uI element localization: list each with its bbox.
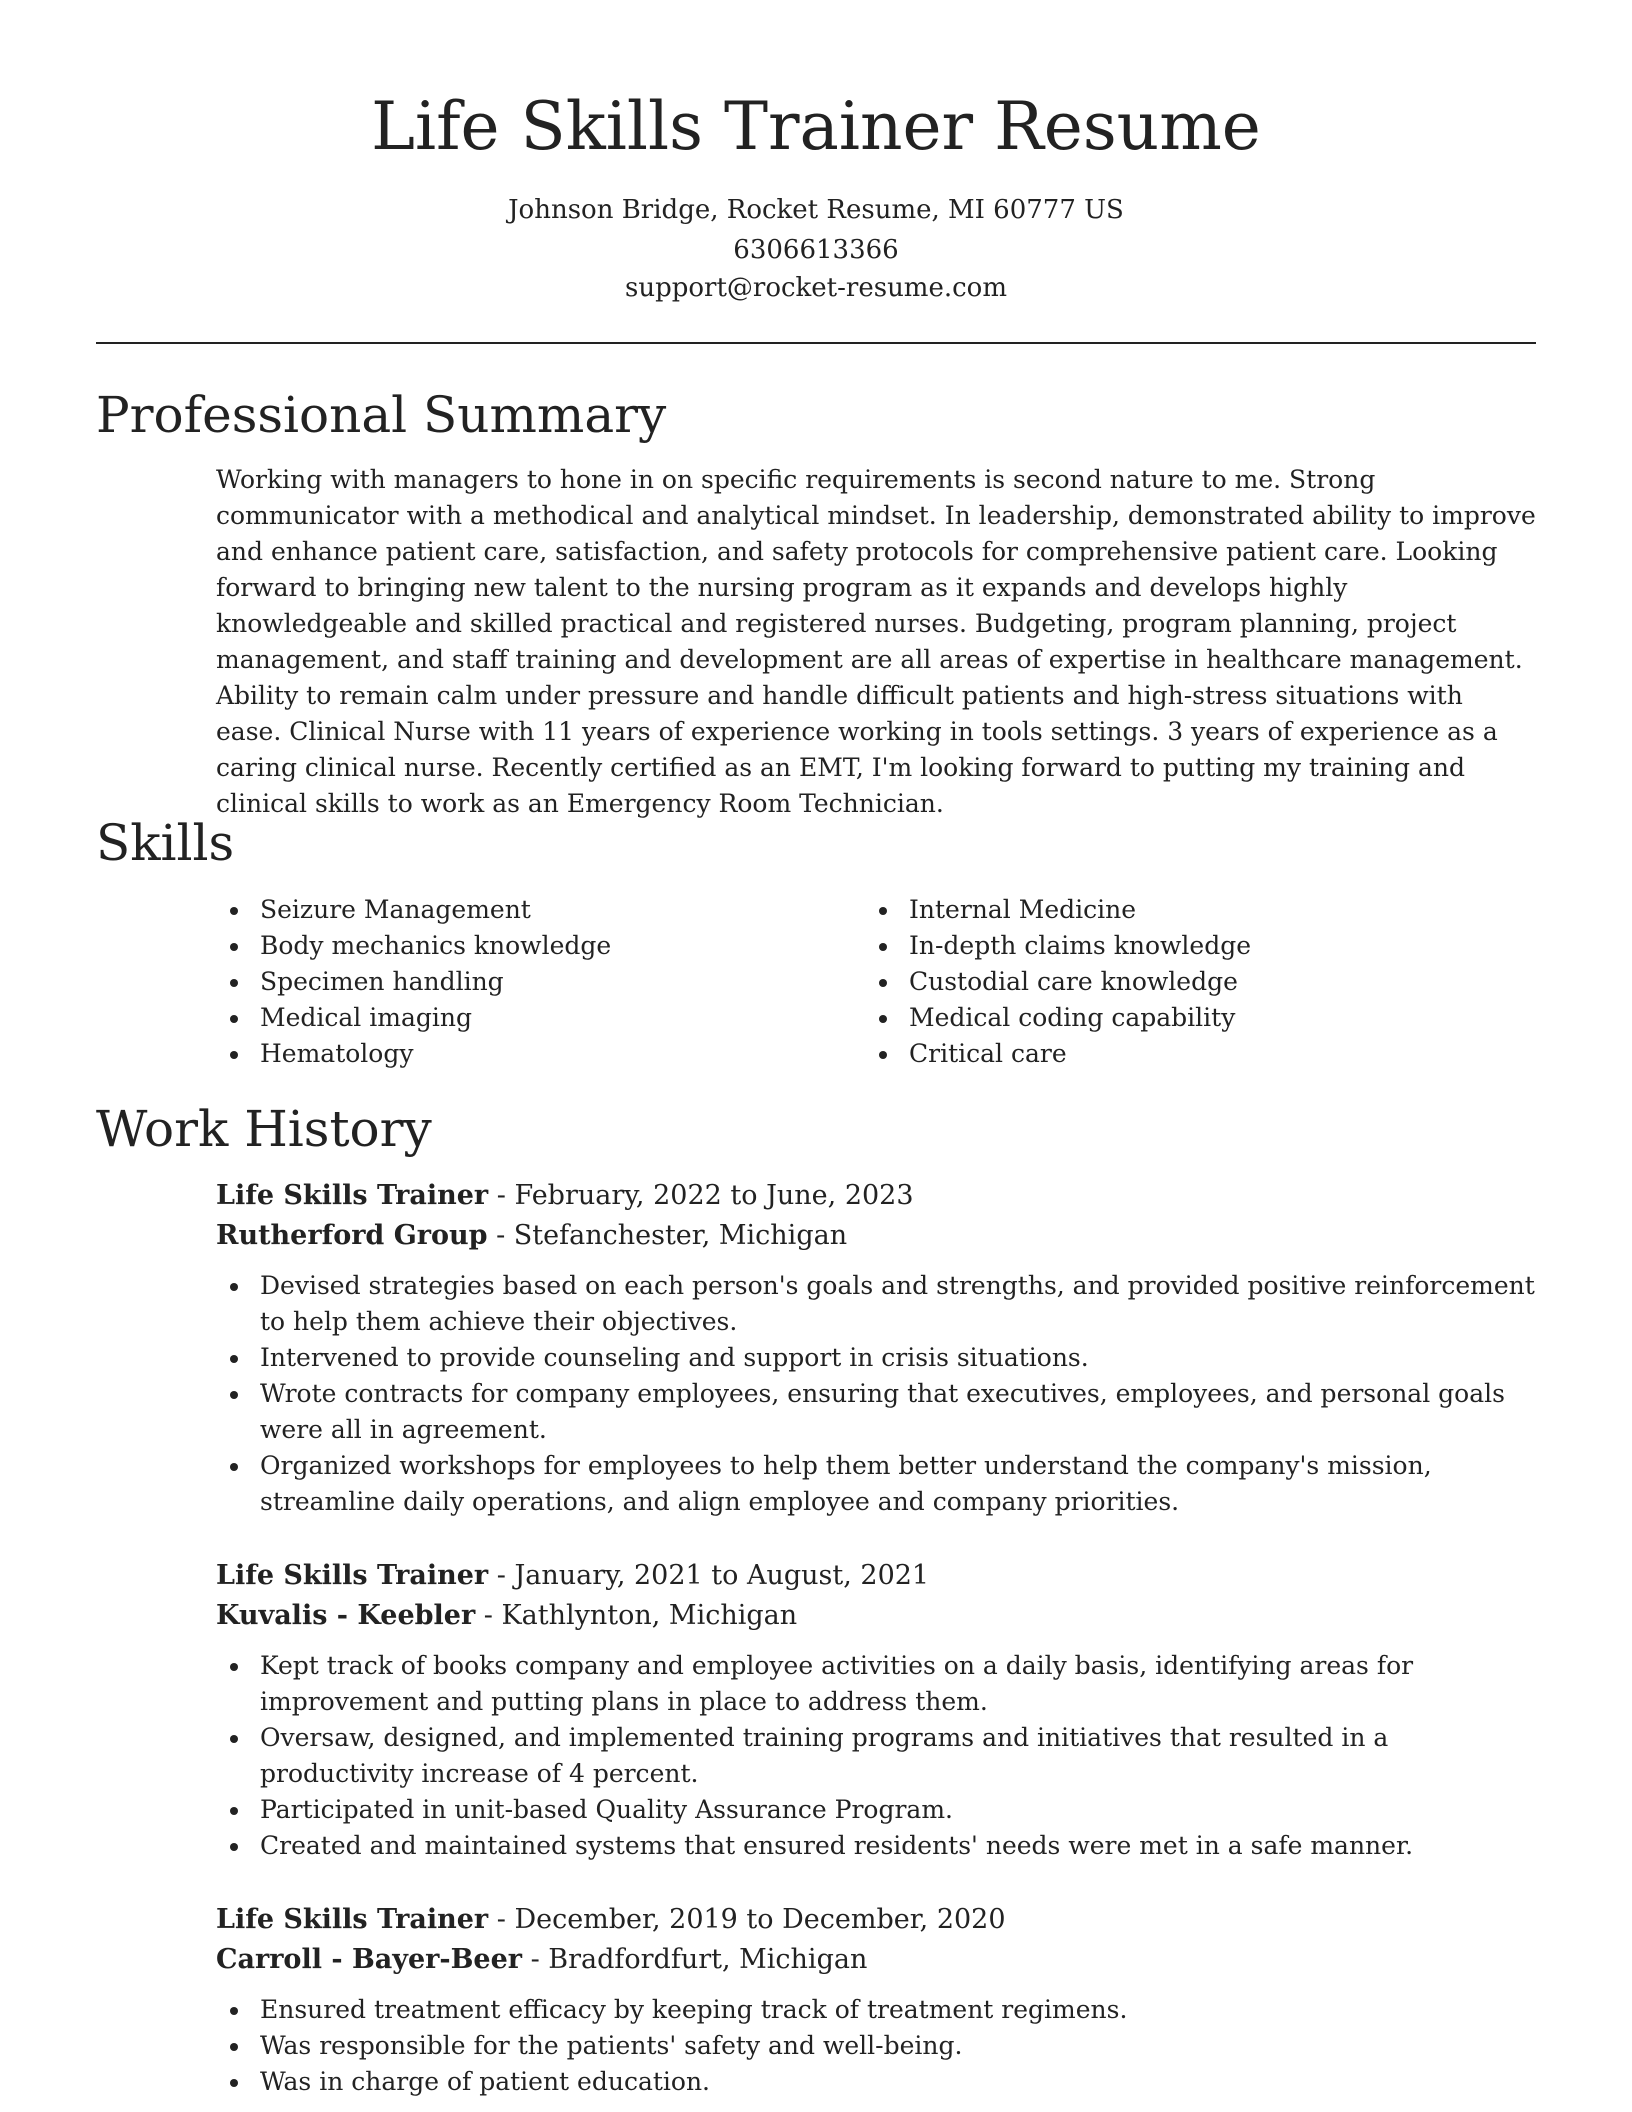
skills-heading: Skills [96,814,235,872]
skills-list-right [865,892,1505,1072]
job-title-line [216,1556,1536,1596]
job-location: - Stefanchester, Michigan [487,1220,848,1251]
job-title: Life Skills Trainer [216,1904,489,1935]
duty-item: Kept track of books company and employee activities on a daily basis, identifying areas for improvement and putting plans in place to address them. [216,1648,1536,1720]
job-company-line [216,1940,1536,1980]
job-company-line [216,1216,1536,1256]
duty-item: Ensured treatment efficacy by keeping track of treatment regimens. [216,1992,1536,2028]
contact-email: support@rocket-resume.com [624,273,1007,303]
skill-item: Custodial care knowledge [865,964,1505,1000]
contact-address: Johnson Bridge, Rocket Resume, MI 60777 US [508,195,1124,225]
job-entry [216,1900,1536,2100]
skill-item: Hematology [216,1036,816,1072]
job-entry [216,1176,1536,1520]
job-company: Rutherford Group [216,1220,488,1251]
job-company: Carroll - Bayer-Beer [216,1944,522,1975]
contact-phone: 6306613366 [733,235,899,265]
skills-list-left [216,892,816,1072]
summary-text: Working with managers to hone in on specific requirements is second nature to me. Strong communicator with a methodical and analytical mindset. In leadership, demonstrated ability to improve and enhance patient care, satisfaction, and safety protocols for comprehensive patient care. Looking forward to bringing new talent to the nursing program as it expands and develops highly knowledgeable and skilled practical and registered nurses. Budgeting, program planning, project management, and staff training and development are all areas of expertise in healthcare management. Ability to remain calm under pressure and handle difficult patients and high-stress situations with ease. Clinical Nurse with 11 years of experience working in tools settings. 3 years of experience as a caring clinical nurse. Recently certified as an EMT, I'm looking forward to putting my training and clinical skills to work as an Emergency Room Technician. [216,465,1536,818]
skill-item: Seizure Management [216,892,816,928]
work-heading: Work History [96,1100,432,1158]
job-title-line [216,1900,1536,1940]
duty-item: Oversaw, designed, and implemented training programs and initiatives that resulted in a productivity increase of 4 percent. [216,1720,1536,1792]
skill-item: In-depth claims knowledge [865,928,1505,964]
resume-title: Life Skills Trainer Resume [371,88,1261,165]
job-company-line [216,1596,1536,1636]
job-duties [216,1268,1536,1520]
duty-item: Wrote contracts for company employees, ensuring that executives, employees, and personal goals were all in agreement. [216,1376,1536,1448]
skill-item: Body mechanics knowledge [216,928,816,964]
skill-item: Medical coding capability [865,1000,1505,1036]
duty-item: Created and maintained systems that ensured residents' needs were met in a safe manner. [216,1828,1536,1864]
job-company: Kuvalis - Keebler [216,1600,476,1631]
job-location: - Bradfordfurt, Michigan [521,1944,868,1975]
job-dates: - February, 2022 to June, 2023 [488,1180,914,1211]
skill-item: Specimen handling [216,964,816,1000]
job-title-line [216,1176,1536,1216]
job-entry [216,1556,1536,1864]
job-dates: - January, 2021 to August, 2021 [488,1560,930,1591]
job-duties [216,1648,1536,1864]
header-divider [96,342,1536,344]
skill-item: Medical imaging [216,1000,816,1036]
duty-item: Devised strategies based on each person's goals and strengths, and provided positive reinforcement to help them achieve their objectives. [216,1268,1536,1340]
skill-item: Internal Medicine [865,892,1505,928]
job-location: - Kathlynton, Michigan [475,1600,798,1631]
duty-item: Was responsible for the patients' safety and well-being. [216,2028,1536,2064]
job-dates: - December, 2019 to December, 2020 [488,1904,1006,1935]
duty-item: Participated in unit-based Quality Assurance Program. [216,1792,1536,1828]
job-title: Life Skills Trainer [216,1180,489,1211]
duty-item: Organized workshops for employees to help them better understand the company's mission, streamline daily operations, and align employee and company priorities. [216,1448,1536,1520]
job-title: Life Skills Trainer [216,1560,489,1591]
duty-item: Was in charge of patient education. [216,2064,1536,2100]
duty-item: Intervened to provide counseling and support in crisis situations. [216,1340,1536,1376]
summary-heading: Professional Summary [96,386,667,444]
job-duties [216,1992,1536,2100]
skill-item: Critical care [865,1036,1505,1072]
